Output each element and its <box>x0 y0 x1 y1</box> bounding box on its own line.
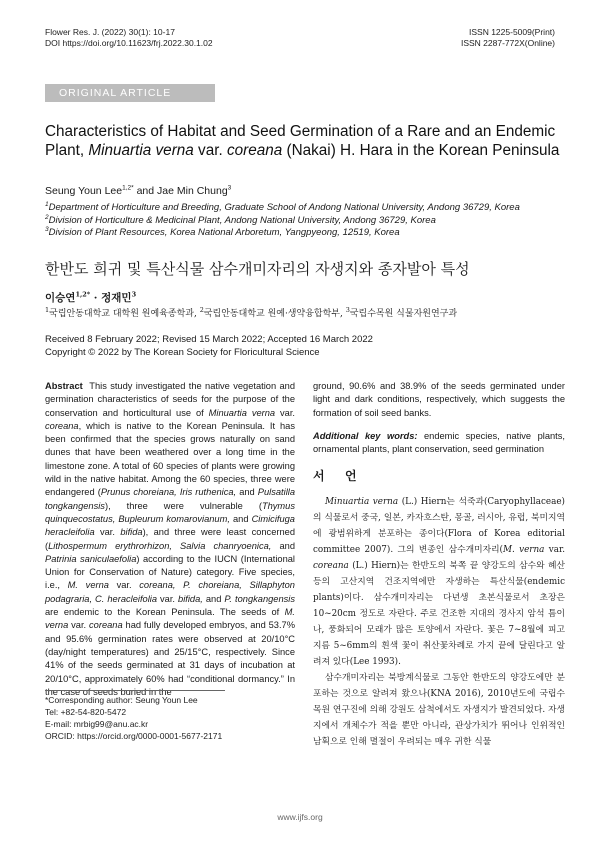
affiliation-sup: 3 <box>345 306 350 314</box>
species-name: M. verna <box>67 580 109 591</box>
tel: Tel: +82-54-820-5472 <box>45 707 127 717</box>
abstract-text: had fully developed embryos, and 53.7% and 95.6% germination rates were observed at 20/10°C (day/night temperatures) and 25/15°C, respectively. Since 41% of the seeds germinated at 31 days of incubation at 20/10°C, approximately 60% had “conditional dormancy.” In the case of seeds buried in the <box>45 620 295 697</box>
publication-dates <box>45 333 373 359</box>
species-name: M. verna <box>45 607 295 631</box>
species-name: coreana <box>313 560 349 571</box>
email-link[interactable]: E-mail: mrbig99@anu.ac.kr <box>45 719 149 729</box>
intro-paragraph: 삼수개미자리는 북방계식물로 그동안 한반도의 양강도에만 분포하는 것으로 알려져 왔으나(KNA 2016), 2010년도에 국립수목원 연구진에 의해 강원도 삼척에서도 자생지가 발견되었다. 자생지에서 개체수가 적을 뿐만 아니라, 관상가치가 뛰어나 인위적인 남획으로 인해 멸절이 우려되는 매우 귀한 식물 <box>313 672 565 747</box>
abstract-text: and <box>236 487 258 498</box>
abstract-text: This study investigated the native vegetation and germination characteristics of seeds for the purpose of the conservation and horticultural use of <box>45 381 298 418</box>
keywords-label: Additional key words: <box>313 430 418 441</box>
issn-print: ISSN 1225-5009(Print) <box>469 27 555 37</box>
affiliation-text: Department of Horticulture and Breeding, Graduate School of Andong National University, Andong 36729, Korea <box>48 202 520 213</box>
section-heading-intro: 서 언 <box>313 469 361 484</box>
affiliation-list <box>45 202 520 240</box>
author-sup: 3 <box>131 290 137 299</box>
affiliation-item <box>45 227 520 240</box>
species-name: Minuartia verna <box>325 496 399 507</box>
species-name: Pulsatilla tongkangensis <box>45 487 296 511</box>
abstract-column <box>45 380 298 699</box>
author-name: Seung Youn Lee <box>45 185 123 197</box>
affiliation-text-ko: 국립안동대학교 원예·생약융합학부, <box>203 309 346 319</box>
affiliation-text-ko: 국립수목원 식물자원연구과 <box>349 309 458 319</box>
species-name: Patrinia saniculaefolia <box>45 553 137 564</box>
abstract-continuation: ground, 90.6% and 38.9% of the seeds germinated under light and dark conditions, respectively, which suggests the formation of soil seed banks. <box>313 381 565 418</box>
author-name-ko: 이승연 <box>45 292 76 304</box>
journal-website[interactable]: www.ijfs.org <box>277 812 323 822</box>
author-list <box>45 185 231 197</box>
species-name: bifida <box>120 527 143 538</box>
orcid-link[interactable]: ORCID: https://orcid.org/0000-0001-5677-2171 <box>45 731 223 741</box>
corresponding-author: *Corresponding author: Seung Youn Lee <box>45 695 198 705</box>
author-name: Jae Min Chung <box>157 185 228 197</box>
intro-text: (L.) Hiern)는 한반도의 북쪽 끝 양강도의 삼수와 혜산 등의 고산지역 건조지역에만 자생하는 특산식물(endemic plants)이다. 삼수개미자리는 다년생 초본식물로서 초장은 10~20cm 정도로 자란다. 주로 건조한 지대의 경사지 암석 틈이나, 풍화되어 모래가 많은 토양에서 자란다. 꽃은 7~8월에 피고 지름 5~6mm의 흰색 꽃이 취산꽃차례로 가지 끝에 달린다고 알려져 있다(Lee 1993). <box>313 560 565 667</box>
species-name: M. verna <box>503 544 545 555</box>
abstract <box>45 380 298 699</box>
title-var: var. <box>193 141 227 159</box>
author-separator: · <box>90 292 102 304</box>
title-text: Characteristics of Habitat and Seed Germination of a Rare and an Endemic Plant, <box>45 123 556 159</box>
species-name: Prunus choreiana, Iris ruthenica, <box>100 487 237 498</box>
received-dates: Received 8 February 2022; Revised 15 March 2022; Accepted 16 March 2022 <box>45 334 373 345</box>
author-sup: 1,2* <box>122 184 134 192</box>
species-name: coreana <box>89 620 123 631</box>
intro-paragraph <box>313 494 565 670</box>
keywords <box>313 430 565 457</box>
affiliation-sup: 2 <box>199 306 204 314</box>
title-variety: coreana <box>226 141 283 159</box>
issn-online: ISSN 2287-772X(Online) <box>460 38 555 48</box>
author-sup: 1,2* <box>75 290 91 299</box>
abstract-text: var. <box>68 620 90 631</box>
author-name-ko: 정재민 <box>101 292 132 304</box>
species-name: coreana <box>45 420 79 431</box>
journal-citation: Flower Res. J. (2022) 30(1): 10-17 <box>45 27 175 37</box>
intro-text: var. <box>544 544 565 555</box>
abstract-text: var. <box>94 527 121 538</box>
intro-text: (L.) Hiern는 석죽과(Caryophyllaceae)의 식물로서 중국, 일본, 카자흐스탄, 몽골, 러시아, 유럽, 북미지역에 광범위하게 분포하는 종이다(Flora of Korea editorial committee 2007). 그의 변종인 삼수개미자리( <box>313 496 565 555</box>
abstract-text: are endemic to the Korean Peninsula. The seeds of <box>45 607 285 618</box>
species-name: bifida, <box>178 593 203 604</box>
keywords-text: endemic species, native plants, ornamental plants, plant conservation, seed germination <box>313 430 565 455</box>
species-name: Lithospermum erythrorhizon, Salvia chanryoenica, <box>48 540 272 551</box>
journal-header <box>45 27 213 49</box>
species-name: Thymus quinquecostatus, Bupleurum komarovianum, <box>45 500 295 524</box>
article-title <box>45 123 560 160</box>
title-species: Minuartia verna <box>88 141 194 159</box>
korean-author-list <box>45 290 136 305</box>
korean-affiliation-list <box>45 306 457 319</box>
species-name: P. tongkangensis <box>224 593 295 604</box>
affiliation-sup: 1 <box>45 306 50 314</box>
affiliation-text-ko: 국립안동대학교 대학원 원예육종학과, <box>49 309 200 319</box>
korean-title: 한반도 희귀 및 특산식물 삼수개미자리의 자생지와 종자발아 특성 <box>45 260 470 278</box>
abstract-text: ), three were vulnerable ( <box>104 500 262 511</box>
doi-link[interactable]: DOI https://doi.org/10.11623/frj.2022.30.1.02 <box>45 38 213 48</box>
author-and: and <box>133 185 158 197</box>
affiliation-text: Division of Horticulture & Medicinal Plant, Andong National University, Andong 36729, Korea <box>48 214 436 226</box>
affiliation-sup: 1 <box>45 200 49 208</box>
footnote-divider <box>45 690 225 691</box>
affiliation-item <box>45 215 520 228</box>
species-name: coreana, P. choreiana, Sillaphyton podagraria, C. heracleifolia <box>45 580 295 604</box>
affiliation-item <box>45 202 520 215</box>
abstract-text: , which is native to the Korean Peninsula. It has been confirmed that the species grows naturally on sand dunes that have been weathered over a long time in the limestone zone. A total of 60 species of plants were growing wild in the native habitat. Among the 60 species, three were endangered ( <box>45 420 295 498</box>
abstract-text: var. <box>275 407 295 418</box>
corresponding-author-footnote <box>45 694 222 742</box>
copyright-line: Copyright © 2022 by The Korean Society for Floricultural Science <box>45 347 320 358</box>
species-name: Minuartia verna <box>208 407 276 418</box>
species-name: Cimicifuga heracleifolia <box>45 513 295 538</box>
abstract-text: ) according to the IUCN (International Union for Conservation of Nature) category. Five species, i.e., <box>45 553 295 591</box>
issn-block <box>461 27 555 49</box>
article-type-badge: ORIGINAL ARTICLE <box>45 84 215 102</box>
abstract-text: and <box>202 593 225 604</box>
abstract-label: Abstract <box>45 381 83 391</box>
title-text-end: (Nakai) H. Hara in the Korean Peninsula <box>282 141 560 159</box>
abstract-text: var. <box>108 580 140 591</box>
affiliation-sup: 3 <box>45 226 49 234</box>
affiliation-sup: 2 <box>45 213 49 221</box>
abstract-text: and <box>229 513 252 524</box>
abstract-text: and <box>271 540 295 551</box>
abstract-text: var. <box>157 593 179 604</box>
right-column <box>313 380 565 750</box>
abstract-text: ), and three were least concerned ( <box>45 527 295 551</box>
affiliation-text: Division of Plant Resources, Korea National Arboretum, Yangpyeong, 12519, Korea <box>48 227 400 239</box>
author-sup: 3 <box>227 184 232 192</box>
